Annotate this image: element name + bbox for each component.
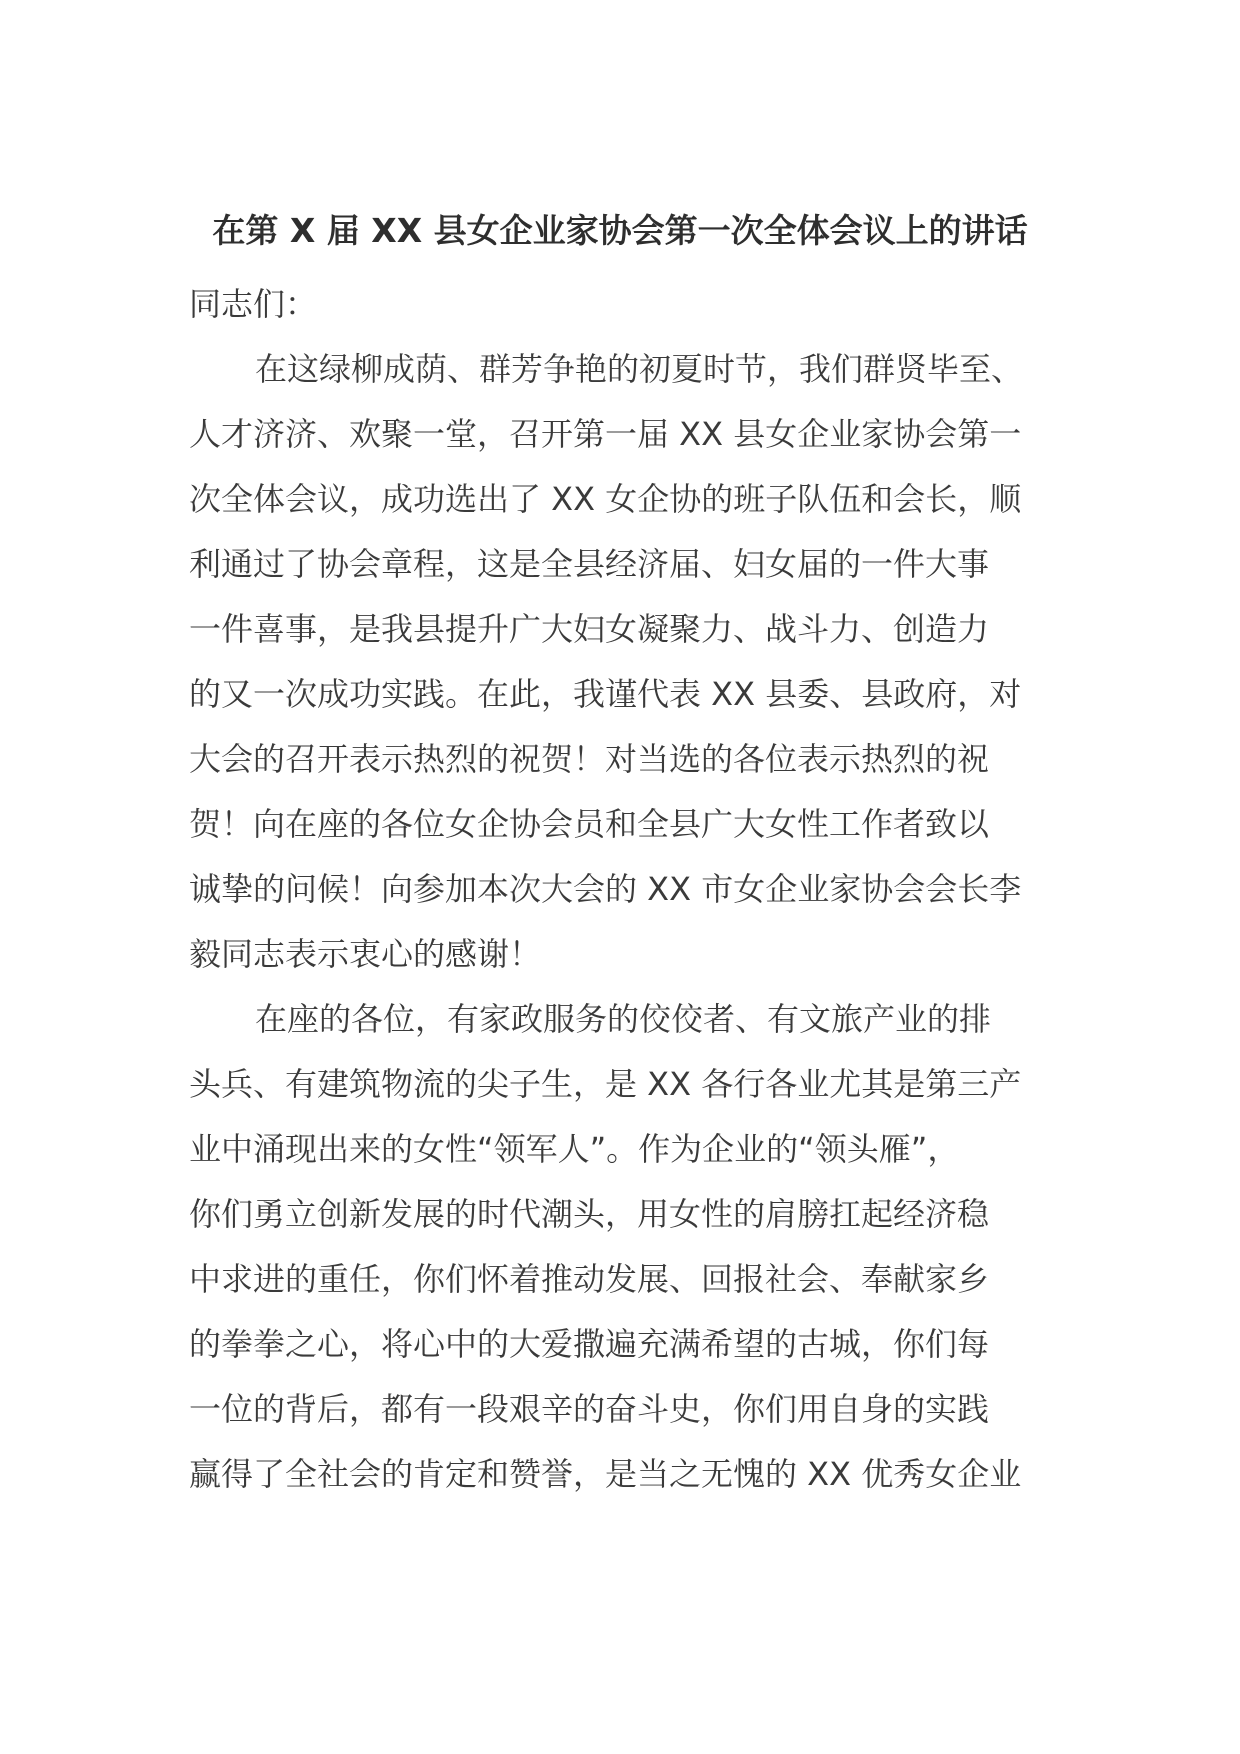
text-line: 大会的召开表示热烈的祝贺！对当选的各位表示热烈的祝 [189,740,990,778]
text-line: 贺！向在座的各位女企协会员和全县广大女性工作者致以 [189,805,990,843]
text-line: 头兵、有建筑物流的尖子生，是 XX 各行各业尤其是第三产 [189,1065,1022,1103]
text-line: 在座的各位，有家政服务的佼佼者、有文旅产业的排 [255,1000,992,1038]
text-line: 你们勇立创新发展的时代潮头，用女性的肩膀扛起经济稳 [189,1195,990,1233]
text-line: 的又一次成功实践。在此，我谨代表 XX 县委、县政府，对 [189,675,1022,713]
text-line: 次全体会议，成功选出了 XX 女企协的班子队伍和会长，顺 [189,480,1022,518]
body-lines [189,337,1059,1507]
text-line: 诚挚的问候！向参加本次大会的 XX 市女企业家协会会长李 [189,870,1022,908]
text-line: 一件喜事，是我县提升广大妇女凝聚力、战斗力、创造力 [189,610,990,648]
text-line: 毅同志表示衷心的感谢！ [189,935,542,973]
text-line: 赢得了全社会的肯定和赞誉，是当之无愧的 XX 优秀女企业 [189,1455,1022,1493]
text-line: 中求进的重任，你们怀着推动发展、回报社会、奉献家乡 [189,1260,990,1298]
text-line: 利通过了协会章程，这是全县经济届、妇女届的一件大事 [189,545,990,583]
text-line: 的拳拳之心，将心中的大爱撒遍充满希望的古城，你们每 [189,1325,990,1363]
text-line: 人才济济、欢聚一堂，召开第一届 XX 县女企业家协会第一 [189,415,1022,453]
text-line: 业中涌现出来的女性“领军人”。作为企业的“领头雁”， [189,1130,960,1168]
text-line: 一位的背后，都有一段艰辛的奋斗史，你们用自身的实践 [189,1390,990,1428]
text-line: 在这绿柳成荫、群芳争艳的初夏时节，我们群贤毕至、 [255,350,1024,388]
document-title: 在第 X 届 XX 县女企业家协会第一次全体会议上的讲话 [212,211,1028,250]
salutation: 同志们： [189,285,318,323]
document-body [189,272,1059,1507]
